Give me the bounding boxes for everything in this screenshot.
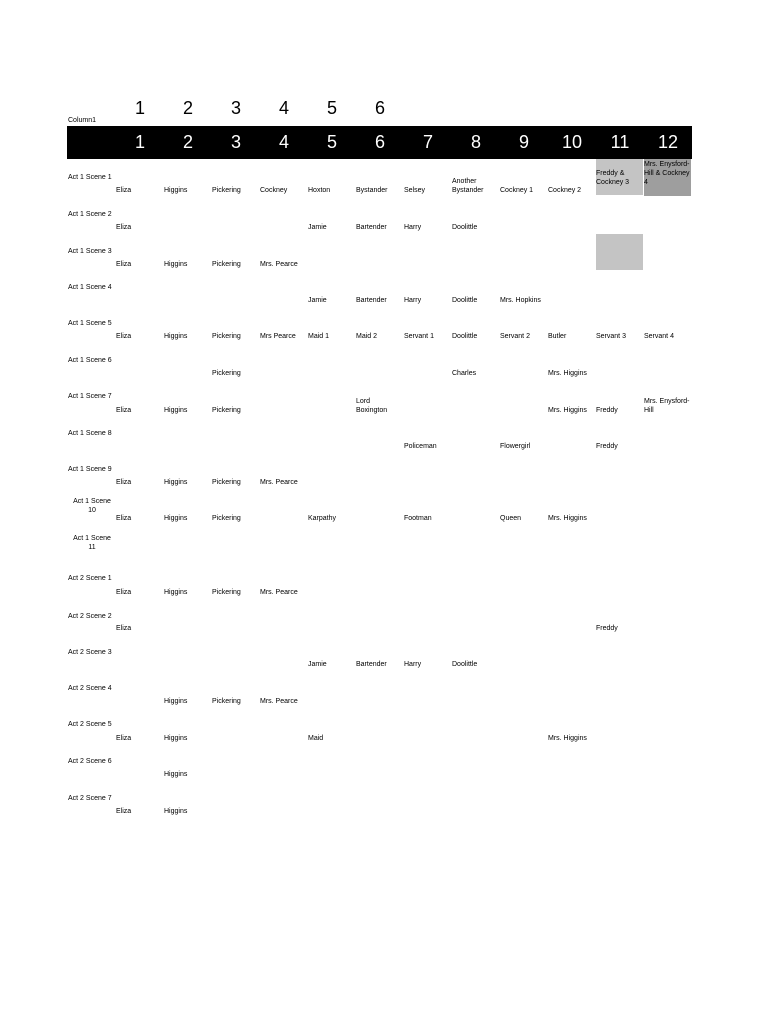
header-number: 6 [374, 132, 385, 152]
cast-cell: Servant 2 [500, 333, 530, 340]
cast-cell: Freddy [596, 443, 618, 450]
cast-cell: Eliza [116, 479, 132, 486]
scene-label: Act 2 Scene 2 [68, 613, 112, 620]
cast-cell: Mrs. Enysford-Hill & Cockney 4 [644, 159, 691, 196]
scene-label: Act 1 Scene 1 [68, 174, 112, 181]
cast-cell: Higgins [164, 261, 188, 268]
cast-cell: Maid 1 [308, 333, 330, 340]
cast-cell: Higgins [164, 698, 188, 705]
cast-cell: Footman [404, 515, 432, 522]
cast-cell: Pickering [212, 515, 241, 522]
header-number: 2 [182, 132, 193, 152]
cast-cell: Pickering [212, 333, 241, 340]
cast-cell: Hoxton [308, 187, 331, 194]
cast-cell: Eliza [116, 625, 132, 632]
cast-cell: Doolittle [452, 224, 478, 231]
cast-cell: Karpathy [308, 515, 337, 522]
cast-cell: Higgins [164, 589, 188, 596]
scene-label: Act 1 Scene 5 [68, 320, 112, 327]
scene-label: Act 2 Scene 1 [68, 575, 112, 582]
header-number: 9 [518, 132, 529, 152]
header-number: 11 [610, 132, 630, 152]
cast-cell: Eliza [116, 589, 132, 596]
header-number: 3 [230, 132, 241, 152]
cast-cell: Higgins [164, 771, 188, 778]
scene-label: Act 2 Scene 7 [68, 795, 112, 802]
cast-cell: Higgins [164, 407, 188, 414]
header-number: 10 [561, 132, 583, 152]
cast-cell: Doolittle [452, 661, 478, 668]
scene-label: Act 2 Scene 6 [68, 758, 112, 765]
top-number: 4 [278, 98, 289, 118]
scene-label: Act 2 Scene 3 [68, 649, 112, 656]
cast-cell: Jamie [308, 297, 327, 304]
scene-label: Act 1 Scene 10 [73, 498, 111, 514]
cast-cell: Charles [452, 370, 477, 377]
scene-label: Act 1 Scene 9 [68, 466, 112, 473]
top-number: 1 [134, 98, 145, 118]
scene-label: Act 2 Scene 4 [68, 685, 112, 692]
cast-cell: Doolittle [452, 297, 478, 304]
cast-cell: Eliza [116, 224, 132, 231]
cast-cell: Lord Boxington [356, 398, 388, 414]
cast-cell: Higgins [164, 187, 188, 194]
cast-cell: Maid [308, 735, 324, 742]
cast-cell: Pickering [212, 589, 241, 596]
cast-cell: Mrs. Pearce [260, 261, 298, 268]
cast-cell: Mrs. Higgins [548, 370, 587, 377]
cast-cell: Eliza [116, 515, 132, 522]
cast-cell: Queen [500, 515, 522, 522]
cast-cell: Doolittle [452, 333, 478, 340]
top-number: 2 [182, 98, 193, 118]
cast-cell: Cockney 2 [548, 187, 582, 194]
cast-cell: Cockney 1 [500, 187, 534, 194]
cast-cell: Freddy [596, 407, 618, 414]
scene-label: Act 1 Scene 3 [68, 248, 112, 255]
cast-cell: Freddy [596, 625, 618, 632]
header-number: 4 [278, 132, 289, 152]
cast-cell: Higgins [164, 515, 188, 522]
header-number: 5 [326, 132, 337, 152]
cast-cell: Jamie [308, 661, 327, 668]
scene-label: Act 2 Scene 5 [68, 721, 112, 728]
cast-cell: Higgins [164, 808, 188, 815]
header-number: 12 [657, 132, 679, 152]
scene-label: Act 1 Scene 2 [68, 211, 112, 218]
cast-cell: Freddy & Cockney 3 [596, 159, 643, 195]
cast-cell: Higgins [164, 479, 188, 486]
cast-cell: Mrs. Pearce [260, 698, 298, 705]
cast-cell: Selsey [404, 187, 426, 194]
cast-cell: Bartender [356, 661, 387, 668]
cast-cell: Pickering [212, 407, 241, 414]
cast-cell: Maid 2 [356, 333, 378, 340]
scene-label: Act 1 Scene 7 [68, 393, 112, 400]
cast-cell: Mrs. Pearce [260, 589, 298, 596]
cast-cell: Pickering [212, 698, 241, 705]
cast-cell: Harry [404, 224, 422, 231]
column-label: Column1 [68, 117, 97, 124]
cast-cell: Eliza [116, 735, 132, 742]
scene-label: Act 1 Scene 11 [73, 535, 111, 551]
header-number: 1 [134, 132, 145, 152]
cast-cell: Servant 3 [596, 333, 626, 340]
cast-cell: Flowergirl [500, 443, 531, 450]
scene-label: Act 1 Scene 6 [68, 357, 112, 364]
cast-cell: Mrs. Enysford-Hill [644, 398, 690, 414]
cast-cell: Eliza [116, 261, 132, 268]
cast-cell: Higgins [164, 735, 188, 742]
cast-cell: Servant 4 [644, 333, 674, 340]
cast-cell: Mrs. Higgins [548, 407, 587, 414]
header-number: 7 [422, 132, 433, 152]
top-number: 5 [326, 98, 337, 118]
cast-cell: Cockney [260, 187, 288, 194]
cast-cell: Eliza [116, 187, 132, 194]
cast-cell: Mrs Pearce [260, 333, 296, 340]
cast-cell: Pickering [212, 479, 241, 486]
cast-cell: Higgins [164, 333, 188, 340]
cast-cell: Pickering [212, 261, 241, 268]
cast-cell: Bartender [356, 224, 387, 231]
cast-cell: Bystander [356, 187, 388, 194]
cast-cell: Mrs. Pearce [260, 479, 298, 486]
top-number: 6 [374, 98, 385, 118]
cast-cell: Jamie [308, 224, 327, 231]
cast-cell: Eliza [116, 407, 132, 414]
cast-cell: Pickering [212, 370, 241, 377]
cast-cell: Eliza [116, 333, 132, 340]
cast-cell: Mrs. Higgins [548, 515, 587, 522]
cast-cell: Harry [404, 661, 422, 668]
cast-cell: Pickering [212, 187, 241, 194]
header-number: 8 [470, 132, 481, 152]
cast-cell: Eliza [116, 808, 132, 815]
cast-cell: Harry [404, 297, 422, 304]
cast-cell: Policeman [404, 443, 437, 450]
scene-label: Act 1 Scene 4 [68, 284, 112, 291]
top-number: 3 [230, 98, 241, 118]
cast-cell: Another Bystander [452, 178, 484, 194]
cast-cell: Butler [548, 333, 567, 340]
shaded-cell [596, 234, 643, 270]
cast-cell: Mrs. Hopkins [500, 297, 541, 304]
cast-cell: Mrs. Higgins [548, 735, 587, 742]
cast-cell: Bartender [356, 297, 387, 304]
cast-cell: Servant 1 [404, 333, 434, 340]
scene-label: Act 1 Scene 8 [68, 430, 112, 437]
